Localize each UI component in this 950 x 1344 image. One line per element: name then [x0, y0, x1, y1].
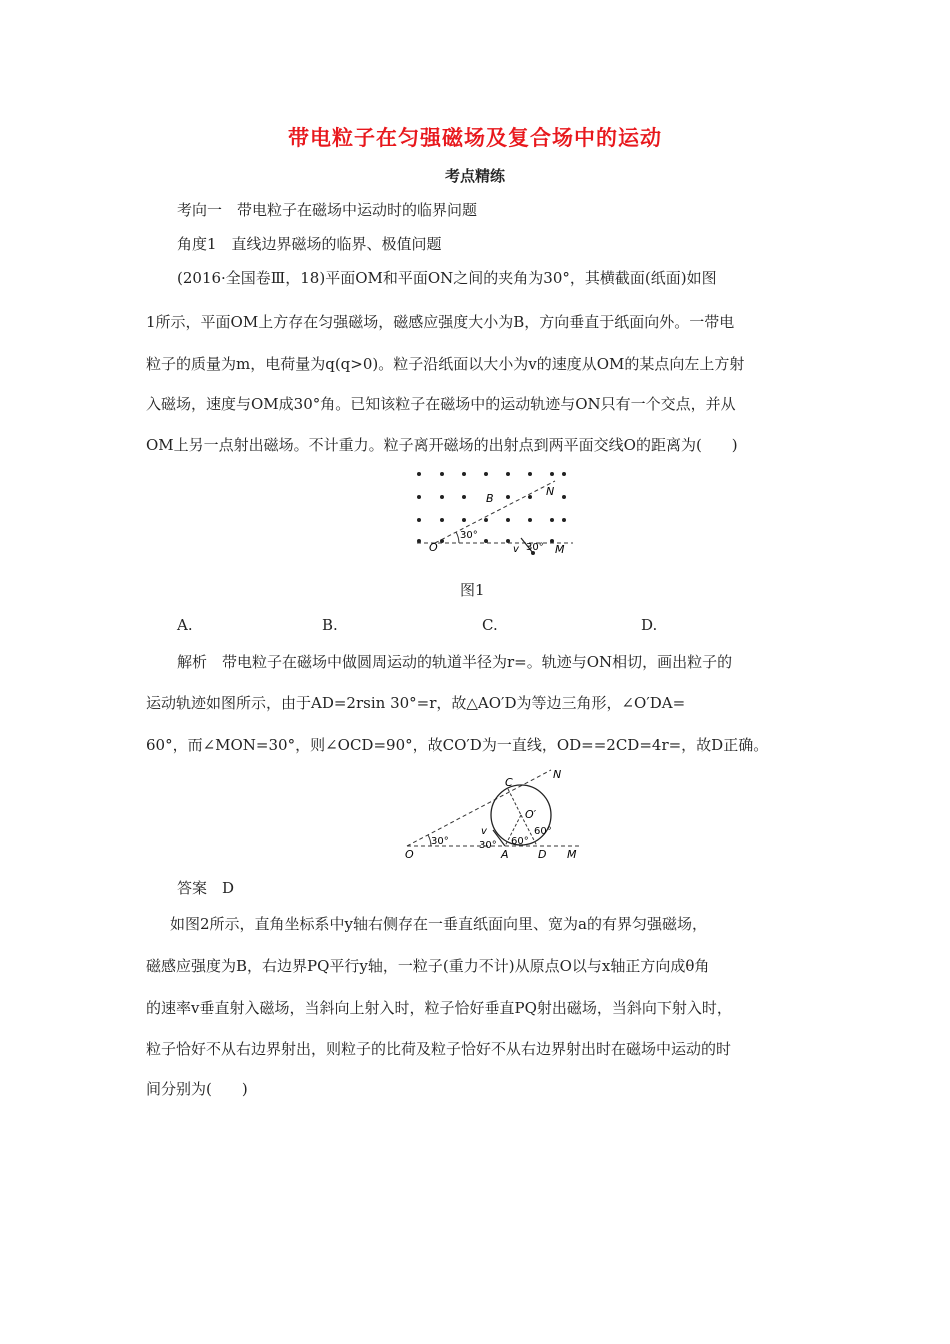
label-C: C: [505, 776, 513, 789]
label-B: B: [486, 492, 494, 505]
label-angle-30-left: 30°: [431, 836, 449, 847]
solution-line: 60°，而∠MON=30°，则∠OCD=90°，故CO′D为一直线，OD==2CD=4r=，故D正确。: [146, 736, 769, 754]
label-angle-60-upper: 60°: [534, 826, 552, 837]
figure-1-diagram: [405, 465, 585, 560]
label-D: D: [538, 848, 547, 861]
question2-line: 磁感应强度为B，右边界PQ平行y轴，一粒子(重力不计)从原点O以与x轴正方向成θ角: [146, 957, 710, 975]
label-O-prime: O′: [525, 808, 537, 821]
question1-line: OM上另一点射出磁场。不计重力。粒子离开磁场的出射点到两平面交线O的距离为( ): [146, 436, 738, 454]
figure-2-diagram: [395, 762, 595, 862]
question2-line: 间分别为( ): [146, 1080, 248, 1098]
solution-line: 解析 带电粒子在磁场中做圆周运动的轨道半径为r=。轨迹与ON相切，画出粒子的: [177, 653, 733, 671]
question1-line: 入磁场，速度与OM成30°角。已知该粒子在磁场中的运动轨迹与ON只有一个交点，并从: [146, 395, 736, 413]
figure-1-caption: 图1: [460, 581, 485, 599]
label-O: O: [429, 541, 438, 554]
label-angle-60-lower: 60°: [511, 836, 529, 847]
magnetic-field-dots: [417, 472, 566, 543]
label-N: N: [553, 768, 562, 781]
question1-line: (2016·全国卷Ⅲ，18)平面OM和平面ON之间的夹角为30°，其横截面(纸面)如图: [177, 269, 717, 287]
angle-heading: 角度1 直线边界磁场的临界、极值问题: [177, 235, 442, 253]
option-d: D.: [641, 616, 658, 634]
label-v: v: [481, 826, 487, 837]
label-v: v: [513, 544, 519, 555]
solution-line: 运动轨迹如图所示，由于AD=2rsin 30°=r，故△AO′D为等边三角形，∠O′DA=: [146, 694, 686, 712]
label-M: M: [567, 848, 577, 861]
answer: 答案 D: [177, 879, 235, 897]
label-angle-30-right: 30°: [526, 542, 544, 553]
page-title: 带电粒子在匀强磁场及复合场中的运动: [288, 126, 662, 150]
section-heading: 考向一 带电粒子在磁场中运动时的临界问题: [177, 201, 478, 219]
label-A: A: [501, 848, 509, 861]
option-a: A.: [177, 616, 193, 634]
label-angle-30-right: 30°: [479, 840, 497, 851]
question1-line: 粒子的质量为m，电荷量为q(q>0)。粒子沿纸面以大小为v的速度从OM的某点向左上方射: [146, 355, 745, 373]
label-angle-30-left: 30°: [460, 530, 478, 541]
question2-line: 如图2所示，直角坐标系中y轴右侧存在一垂直纸面向里、宽为a的有界匀强磁场，: [170, 915, 707, 933]
label-O: O: [405, 848, 414, 861]
line-ON: [435, 481, 555, 543]
page-subtitle: 考点精练: [444, 167, 505, 185]
option-b: B.: [322, 616, 338, 634]
question2-line: 的速率v垂直射入磁场，当斜向上射入时，粒子恰好垂直PQ射出磁场，当斜向下射入时，: [146, 999, 732, 1017]
label-M: M: [555, 543, 565, 556]
option-c: C.: [482, 616, 498, 634]
question2-line: 粒子恰好不从右边界射出，则粒子的比荷及粒子恰好不从右边界射出时在磁场中运动的时: [146, 1040, 732, 1058]
label-N: N: [546, 485, 555, 498]
question1-line: 1所示，平面OM上方存在匀强磁场，磁感应强度大小为B，方向垂直于纸面向外。一带电: [146, 313, 735, 331]
